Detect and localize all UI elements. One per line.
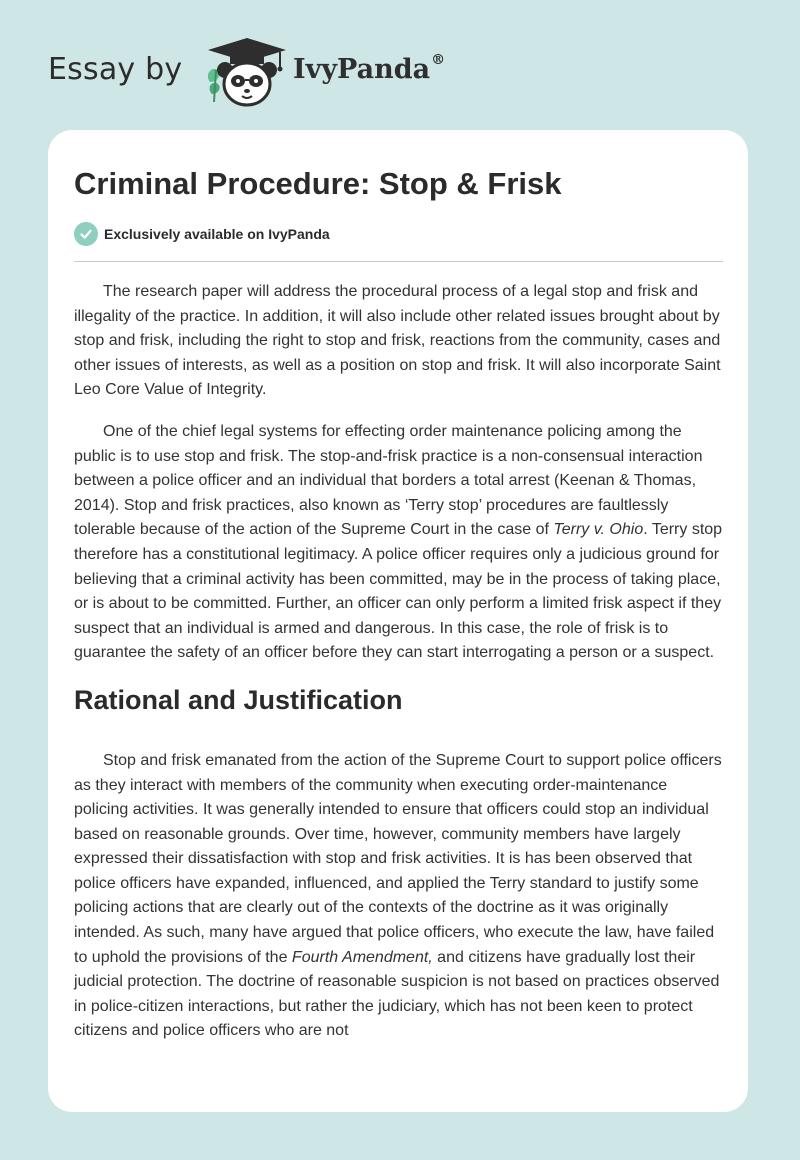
exclusive-badge-label: Exclusively available on IvyPanda [104,226,330,242]
essay-card [48,130,748,1112]
panda-graduate-icon[interactable] [200,34,295,109]
paragraph-intro: The research paper will address the procedural process of a legal stop and frisk and illegality of the practice. In addition, it will also include other related issues brought about by stop and frisk, including the right to stop and frisk, reactions from the community, cases and other issues of interests, as well as a position on stop and frisk. It will also incorporate Saint Leo Core Value of Integrity. [74,283,721,399]
amendment-citation: Fourth Amendment, [291,948,433,966]
site-header [48,34,548,114]
essay-body [74,280,724,1061]
paragraph-rationale [74,749,724,1044]
essay-by-label: Essay by [48,52,183,87]
divider [74,261,723,262]
paragraph-text: One of the chief legal systems for effecting order maintenance policing among the public is to use stop and frisk. The stop-and-frisk practice is a non-consensual interaction between a police officer and an individual that borders a total arrest (Keenan & Thomas, 2014). Stop and frisk practices, also known as ‘Terry stop’ procedures are faultlessly tolerable because of the action of the Supreme Court in the case of [74,422,703,539]
brand-name-text: IvyPanda [293,54,431,85]
exclusive-badge [74,222,330,246]
paragraph-stop-and-frisk [74,420,724,666]
check-circle-icon [74,222,98,246]
case-citation: Terry v. Ohio [553,521,644,539]
paragraph-text: . Terry stop therefore has a constitutional legitimacy. A police officer requires only a judicious ground for believing that a criminal activity has been committed, may be in the process of taking place, or is about to be committed. Further, an officer can only perform a limited frisk aspect if they suspect that an individual is armed and dangerous. In this case, the role of frisk is to guarantee the safety of an officer before they can start interrogating a person or a suspect. [74,521,723,662]
page-title: Criminal Procedure: Stop & Frisk [74,166,562,201]
brand-name[interactable] [293,54,445,85]
paragraph-text: Stop and frisk emanated from the action of the Supreme Court to support police officers as they interact with members of the community when executing order-maintenance policing activities. It was generally intended to ensure that officers could stop an individual based on reasonable grounds. Over time, however, community members have largely expressed their dissatisfaction with stop and frisk activities. It is has been observed that police officers have expanded, influenced, and applied the Terry standard to justify some policing actions that are clearly out of the contexts of the doctrine as it was originally intended. As such, many have argued that police officers, who execute the law, have failed to uphold the provisions of the [74,751,722,966]
registered-mark: ® [431,52,446,68]
section-heading: Rational and Justification [74,684,403,715]
paragraph-text: and citizens have gradually lost their judicial protection. The doctrine of reasonable suspicion is not based on practices observed in police-citizen interactions, but rather the judiciary, which has not been keen to protect citizens and police officers who are not [74,948,720,1040]
